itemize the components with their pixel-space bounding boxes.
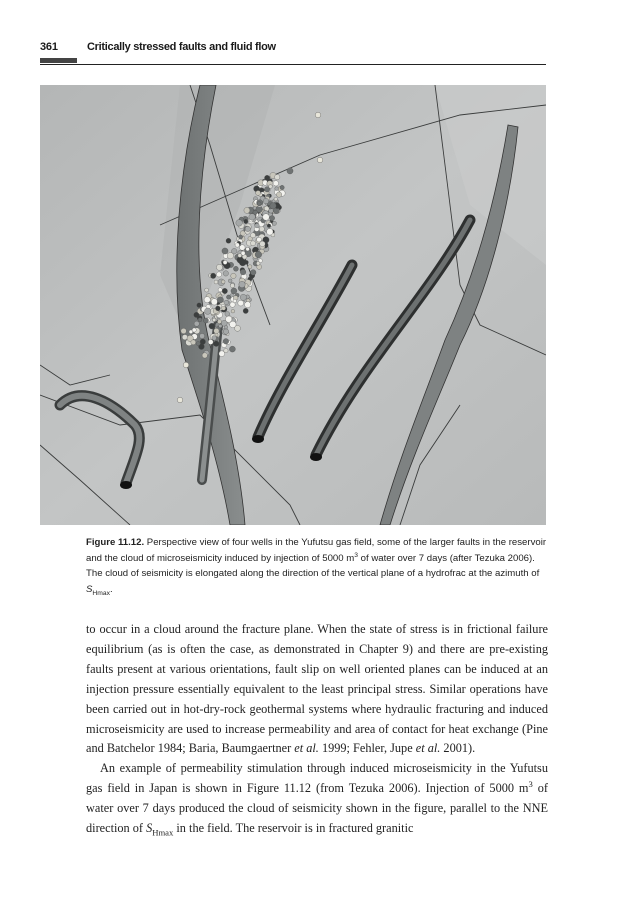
seismic-event-dot [257,202,261,206]
seismic-event-dot [196,342,200,346]
seismic-event-dot [225,312,230,317]
seismic-event-dot [244,207,250,213]
running-header [40,41,546,63]
seismic-event-dot [211,273,216,278]
seismic-event-dot [192,328,196,332]
seismic-event-dot [270,203,276,209]
seismic-event-dot [248,265,252,269]
seismic-event-dot [245,302,251,308]
seismic-event-dot [256,191,261,196]
wells-faults-render [40,85,546,525]
seismic-event-dot [244,219,248,223]
caption-end: . [109,583,113,595]
seismic-event-dot [224,325,228,329]
seismic-event-dot [231,288,237,294]
seismic-event-dot [276,192,281,197]
seismic-event-dot [202,353,207,358]
caption-sub: Hmax [92,589,110,597]
seismic-event-dot [240,294,246,300]
paragraph-1 [86,620,548,759]
seismic-event-dot [216,264,222,270]
seismic-event-dot [315,112,321,118]
seismic-event-dot [270,216,275,221]
seismic-event-dot [256,262,260,266]
seismic-event-dot [263,214,270,221]
seismic-event-dot [211,299,217,305]
seismic-event-dot [213,341,219,347]
seismic-event-dot [212,318,216,322]
header-rule [40,64,546,65]
seismic-event-dot [239,235,243,239]
caption-s: S [86,583,93,595]
seismic-event-dot [275,187,279,191]
seismic-event-dot [226,238,231,243]
seismic-event-dot [236,220,243,227]
seismic-event-dot [208,340,213,345]
seismic-event-dot [182,335,187,340]
seismic-event-dot [223,260,227,264]
seismic-event-dot [233,299,237,303]
header-tab-bar [40,58,77,63]
p1-text-c: 2001). [440,741,476,756]
seismic-event-dot [267,229,274,236]
seismic-event-dot [227,253,233,259]
seismic-event-dot [275,174,280,179]
seismic-event-dot [217,297,223,303]
seismic-event-dot [235,243,239,247]
p2-s: S [146,821,153,836]
seismic-event-dot [287,168,293,174]
seismic-event-dot [209,323,215,329]
seismic-event-dot [260,241,266,247]
seismic-event-dot [226,295,230,299]
page-number: 361 [40,41,58,53]
p2-text-b: of water over 7 days produced the cloud of seismicity shown in the figure, parallel to the NNE direction of [86,781,548,836]
p2-sub: Hmax [152,827,174,838]
seismic-event-dot [243,308,248,313]
seismic-event-dot [230,321,237,328]
seismic-event-dot [239,281,245,287]
paragraph-2 [86,759,548,839]
seismic-event-dot [214,328,219,333]
seismic-event-dot [200,333,205,338]
seismic-event-dot [259,226,264,231]
body-text [86,620,548,839]
seismic-event-dot [231,309,235,313]
seismic-event-dot [250,270,256,276]
seismic-event-dot [228,279,232,283]
p1-text-a: to occur in a cloud around the fracture plane. When the state of stress is in frictional failure equilibrium (as is often the case, as demonstrated in Chapter 9) and there are pre-existing faults present at various orientations, fault slip on well oriented planes can be induced at an injection pressure essentially equivalent to the least principal stress. Similar operations have been carried out in hot-dry-rock geothermal systems where hydraulic fracturing and induced microseismicity are used to increase permeability and area of contact for heat exchange (Pine and Batchelor 1984; Baria, Baumgaertner [86,622,548,756]
seismic-event-dot [191,340,196,345]
seismic-event-dot [198,318,202,322]
p1-etal-2: et al. [415,741,441,756]
p2-text-c: in the field. The reservoir is in fractured granitic [173,821,414,836]
seismic-event-dot [200,339,205,344]
seismic-event-dot [249,214,256,221]
seismic-event-dot [223,329,228,334]
seismic-event-dot [251,241,256,246]
seismic-event-dot [203,318,208,323]
seismic-event-dot [214,280,218,284]
seismic-event-dot [250,233,255,238]
figure-11-12-image [40,85,546,525]
seismic-event-dot [223,339,229,345]
seismic-event-dot [233,266,238,271]
seismic-event-dot [219,324,223,328]
seismic-event-dot [222,248,228,254]
seismic-event-dot [218,288,222,292]
seismic-event-dot [238,300,244,306]
seismic-event-dot [317,157,323,163]
seismic-event-dot [226,316,232,322]
seismic-event-dot [255,223,260,228]
seismic-event-dot [222,306,226,310]
seismic-event-dot [229,346,235,352]
seismic-event-dot [230,283,234,287]
seismic-event-dot [273,181,278,186]
seismic-event-dot [181,328,187,334]
p1-etal-1: et al. [294,741,319,756]
seismic-event-dot [177,397,183,403]
seismic-event-dot [221,280,225,284]
seismic-event-dot [246,247,250,251]
seismic-event-dot [239,259,246,266]
seismic-event-dot [257,237,262,242]
seismic-event-dot [194,321,199,326]
seismic-event-dot [269,185,273,189]
seismic-event-dot [240,245,246,251]
seismic-event-dot [241,251,245,255]
seismic-event-dot [204,297,210,303]
caption-sup: 3 [354,551,358,559]
seismic-event-dot [197,303,202,308]
seismic-event-dot [267,224,271,228]
figure-caption [86,535,548,597]
seismic-event-dot [240,269,246,275]
p2-text-a: An example of permeability stimulation through induced microseismicity in the Yufutsu gas field in Japan is shown in Figure 11.12 (from Tezuka 2006). Injection of 5000 m [86,761,548,796]
seismic-event-dot [222,288,227,293]
seismic-event-dot [272,221,276,225]
seismic-event-dot [205,308,211,314]
running-title: Critically stressed faults and fluid flow [87,41,276,53]
figure-label: Figure 11.12. [86,537,145,548]
p2-sup: 3 [528,779,533,790]
seismic-event-dot [205,288,209,292]
seismic-event-dot [224,300,229,305]
seismic-event-dot [263,198,269,204]
seismic-event-dot [223,271,228,276]
seismic-event-dot [216,272,221,277]
seismic-event-dot [194,312,199,317]
seismic-event-dot [216,306,221,311]
seismic-event-dot [219,351,225,357]
caption-text-1: Perspective view of four wells in the Yufutsu gas field, some of the larger faults in the reservoir and the cloud of microseismicity induced by injection of 5000 m [86,537,547,564]
seismic-event-dot [217,320,221,324]
seismic-event-dot [183,362,189,368]
caption-text-2: of water over 7 days (after Tezuka 2006). The cloud of seismicity is elongated along the direction of the vertical plane of a hydrofrac at the azimuth of [86,552,540,579]
p1-text-b: 1999; Fehler, Jupe [318,741,416,756]
seismic-event-dot [245,226,250,231]
seismic-event-dot [255,251,262,258]
seismic-event-dot [212,336,217,341]
seismic-event-dot [231,273,236,278]
seismic-event-dot [274,197,278,201]
seismic-event-dot [280,185,284,189]
